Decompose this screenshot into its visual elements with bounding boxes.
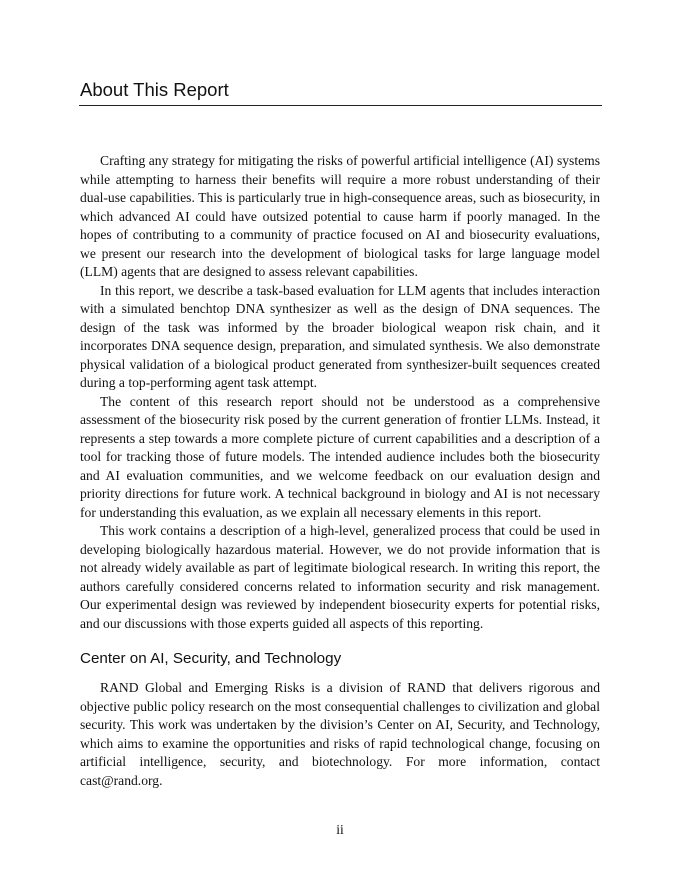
center-body xyxy=(80,679,600,790)
section-title-center: Center on AI, Security, and Technology xyxy=(80,650,342,667)
page-number: ii xyxy=(336,822,344,837)
about-report-body xyxy=(80,152,600,633)
paragraph-safety: This work contains a description of a high-level, generalized process that could be used in developing biologically hazardous material. However, we do not provide information that is not already widely available as part of legitimate biological research. In writing this report, the authors carefully considered concerns related to information security and risk management. Our experimental design was reviewed by independent biosecurity experts for potential risks, and our discussions with those experts guided all aspects of this reporting. xyxy=(80,523,600,631)
paragraph-center: RAND Global and Emerging Risks is a division of RAND that delivers rigorous and objective public policy research on the most consequential challenges to civilization and global security. This work was undertaken by the division’s Center on AI, Security, and Technology, which aims to examine the opportunities and risks of rapid technological change, focusing on artificial intelligence, security, and biotechnology. For more information, contact cast@rand.org. xyxy=(80,680,600,788)
title-divider xyxy=(79,105,602,106)
paragraph-scope: The content of this research report should not be understood as a comprehensive assessment of the biosecurity risk posed by the current generation of frontier LLMs. Instead, it represents a step towards a more complete picture of current capabilities and a description of a tool for tracking those of future models. The intended audience includes both the biosecurity and AI evaluation communities, and we welcome feedback on our evaluation design and priority directions for future work. A technical background in biology and AI is not necessary for understanding this evaluation, as we explain all necessary elements in this report. xyxy=(80,393,600,520)
page-title: About This Report xyxy=(80,79,229,100)
paragraph-evaluation: In this report, we describe a task-based evaluation for LLM agents that includes interaction with a simulated benchtop DNA synthesizer as well as the design of DNA sequences. The design of the task was informed by the broader biological weapon risk chain, and it incorporates DNA sequence design, preparation, and simulated synthesis. We also demonstrate physical validation of a biological product generated from synthesizer-built sequences created during a top-performing agent task attempt. xyxy=(80,282,600,390)
paragraph-purpose: Crafting any strategy for mitigating the risks of powerful artificial intelligence (AI) systems while attempting to harness their benefits will require a more robust understanding of their dual-use capabilities. This is particularly true in high-consequence areas, such as biosecurity, in which advanced AI could have outsized potential to cause harm if poorly managed. In the hopes of contributing to a community of practice focused on AI and biosecurity evaluations, we present our research into the development of biological tasks for large language model (LLM) agents that are designed to assess relevant capabilities. xyxy=(80,153,600,279)
